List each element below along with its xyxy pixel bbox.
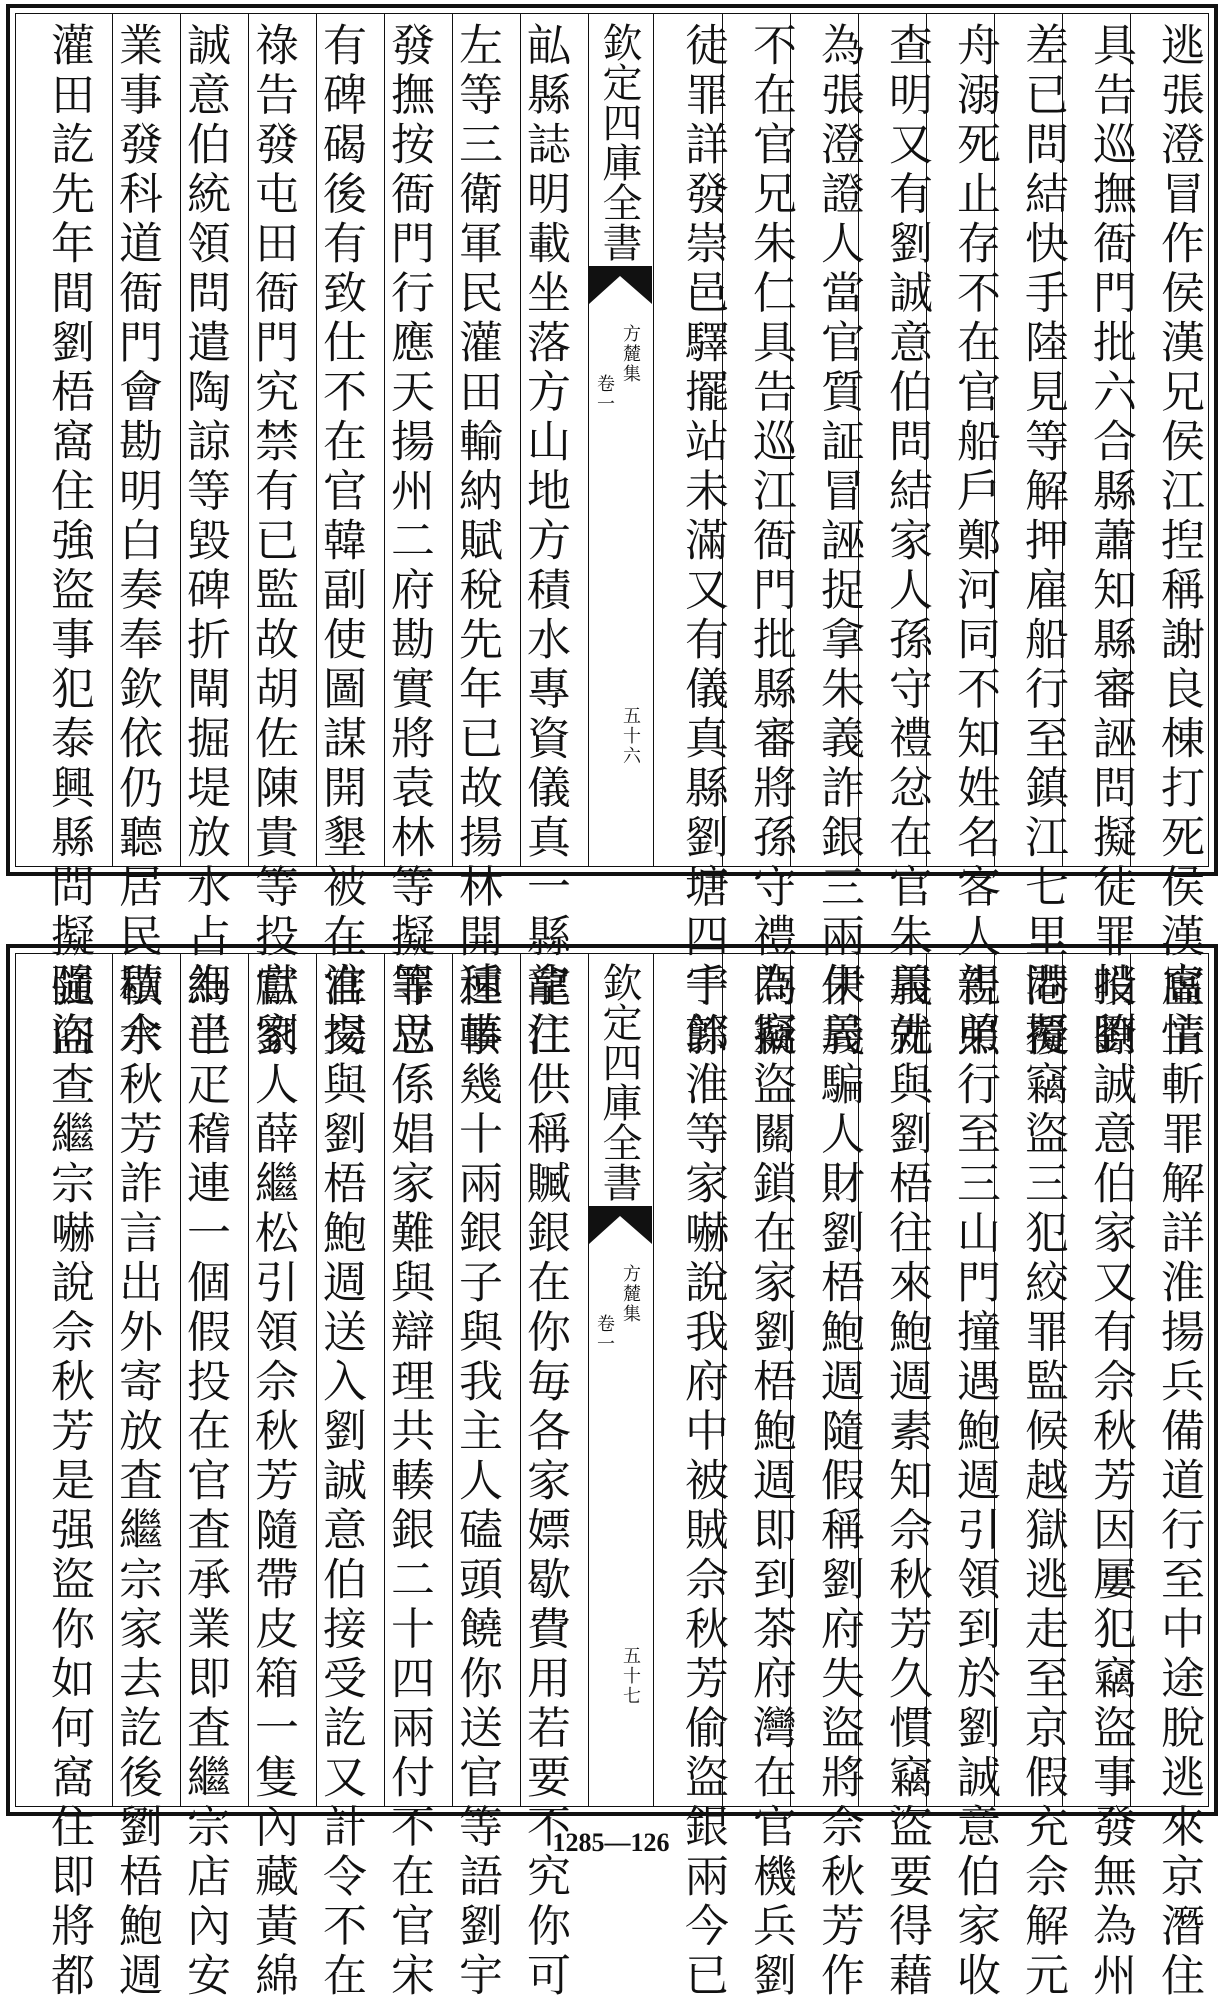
- column-rule: [112, 14, 113, 866]
- text-column: 宇郭淮等家嚇說我府中被賊佘秋芳偷盜銀兩今已: [677, 962, 728, 2002]
- text-column: 灌田訖先年間劉梧窩住強盜事犯泰興縣問擬强盜: [43, 22, 94, 1062]
- text-column: 畆縣誌明載坐落方山地方積水專資儀真一縣龍江: [519, 22, 570, 1062]
- text-column: 差已問結快手陸見等解押雇船行至鎮江七里港覆: [1017, 22, 1068, 1062]
- text-column: 窩主斬罪解詳淮揚兵備道行至中途脫逃來京潛住: [1153, 962, 1204, 2002]
- text-column: 舟溺死止存不在官船戶鄭河同不知姓名客人告照: [949, 22, 1000, 1062]
- footer-page-reference: 1285—126: [552, 1828, 670, 1857]
- page-number: 五十七: [620, 1646, 641, 1706]
- column-rule: [384, 14, 385, 866]
- text-column: 淮交與劉梧鮑週送入劉誠意伯接受訖又計令不在: [315, 962, 366, 2002]
- text-column: 官家人薛繼松引領佘秋芳隨帶皮箱一隻內藏黃綿: [247, 962, 298, 2002]
- column-rule: [452, 14, 453, 866]
- book-title: 方麓集: [620, 1264, 641, 1324]
- text-column: 親弟行至三山門撞遇鮑週引領到於劉誠意伯家收: [949, 962, 1000, 2002]
- text-column: 具告巡撫衙門批六合縣蕭知縣審誣問擬徒罪哨瞭: [1085, 22, 1136, 1062]
- column-rule: [384, 954, 385, 1806]
- text-column: 不在官兄朱仁具告巡江衙門批縣審將孫守禮問擬: [745, 22, 796, 1062]
- text-column: 伊局騙人財劉梧鮑週隨假稱劉府失盜將佘秋芳作: [813, 962, 864, 2002]
- volume-label: 卷一: [594, 374, 615, 414]
- text-column: 業事發科道衙門會勘明白奏奉欽依仍聽居民積水: [111, 22, 162, 1062]
- column-rule: [452, 954, 453, 1806]
- text-column: 投劉誠意伯家又有佘秋芳因屢犯竊盜事發無為州: [1085, 962, 1136, 2002]
- text-column: 為張澄證人當官質証冒誣捉拿朱義詐銀三兩朱義: [813, 22, 864, 1062]
- column-rule: [180, 954, 181, 1806]
- fish-tail-mark-icon: [589, 266, 652, 306]
- book-title: 方麓集: [620, 324, 641, 384]
- text-column: 查明又有劉誠意伯問結家人孫守禮忿在官朱義先: [881, 22, 932, 1062]
- text-column: 有碑碣後有致仕不在官韓副使圖謀開墾被在官揚: [315, 22, 366, 1062]
- column-rule: [248, 14, 249, 866]
- column-rule: [316, 954, 317, 1806]
- column-rule: [316, 14, 317, 866]
- text-column: 等思係娼家難與辯理共輳銀二十四兩付不在官宋: [383, 962, 434, 2002]
- text-column: 速輳幾十兩銀子與我主人磕頭饒你送官等語劉宇: [451, 962, 502, 2002]
- column-rule: [180, 14, 181, 866]
- text-column: 問擬竊盜三犯絞罪監候越獄逃走至京假充佘解元: [1017, 962, 1068, 2002]
- column-rule: [112, 954, 113, 1806]
- text-column: 隨向查繼宗嚇說佘秋芳是强盜你如何窩住即將都: [43, 962, 94, 2002]
- text-column: 發撫按衙門行應天揚州二府勘實將袁林等擬罪立: [383, 22, 434, 1062]
- text-column: 徒罪詳發崇邑驛擺站未滿又有儀真縣劉塘四千餘: [677, 22, 728, 1062]
- text-column: 祿告發屯田衙門究禁有已監故胡佐陳貴等投獻劉: [247, 22, 298, 1062]
- text-column: 細半疋稽連一個假投在官査承業即査繼宗店內安: [179, 962, 230, 2002]
- column-rule: [520, 954, 521, 1806]
- column-rule: [248, 954, 249, 1806]
- volume-label: 卷一: [594, 1314, 615, 1354]
- text-column: 拿住供稱贓銀在你毎各家嫖歇費用若要不究你可: [519, 962, 570, 2002]
- banner-title: 欽定四庫全書: [596, 962, 642, 1202]
- banner-title: 欽定四庫全書: [596, 22, 642, 262]
- fish-tail-mark-icon: [589, 1206, 652, 1246]
- center-fold: [588, 14, 654, 866]
- page-number: 五十六: [620, 706, 641, 766]
- text-column: 誠意伯統領問遣陶諒等毀碑折閘掘堤放水占為已: [179, 22, 230, 1062]
- text-column: 逃張澄冒作侯漢兄侯江揑稱謝良棟打死侯漢虛情: [1153, 22, 1204, 1062]
- center-fold: [588, 954, 654, 1806]
- text-column: 為竊盜關鎖在家劉梧鮑週即到茶府灣在官機兵劉: [745, 962, 796, 2002]
- text-column: 用就與劉梧往來鮑週素知佘秋芳久慣竊盜要得藉: [881, 962, 932, 2002]
- text-column: 歇佘秋芳詐言出外寄放査繼宗家去訖後劉梧鮑週: [111, 962, 162, 2002]
- text-column: 左等三衛軍民灌田輸納賦稅先年已故揚林開種事: [451, 22, 502, 1062]
- column-rule: [520, 14, 521, 866]
